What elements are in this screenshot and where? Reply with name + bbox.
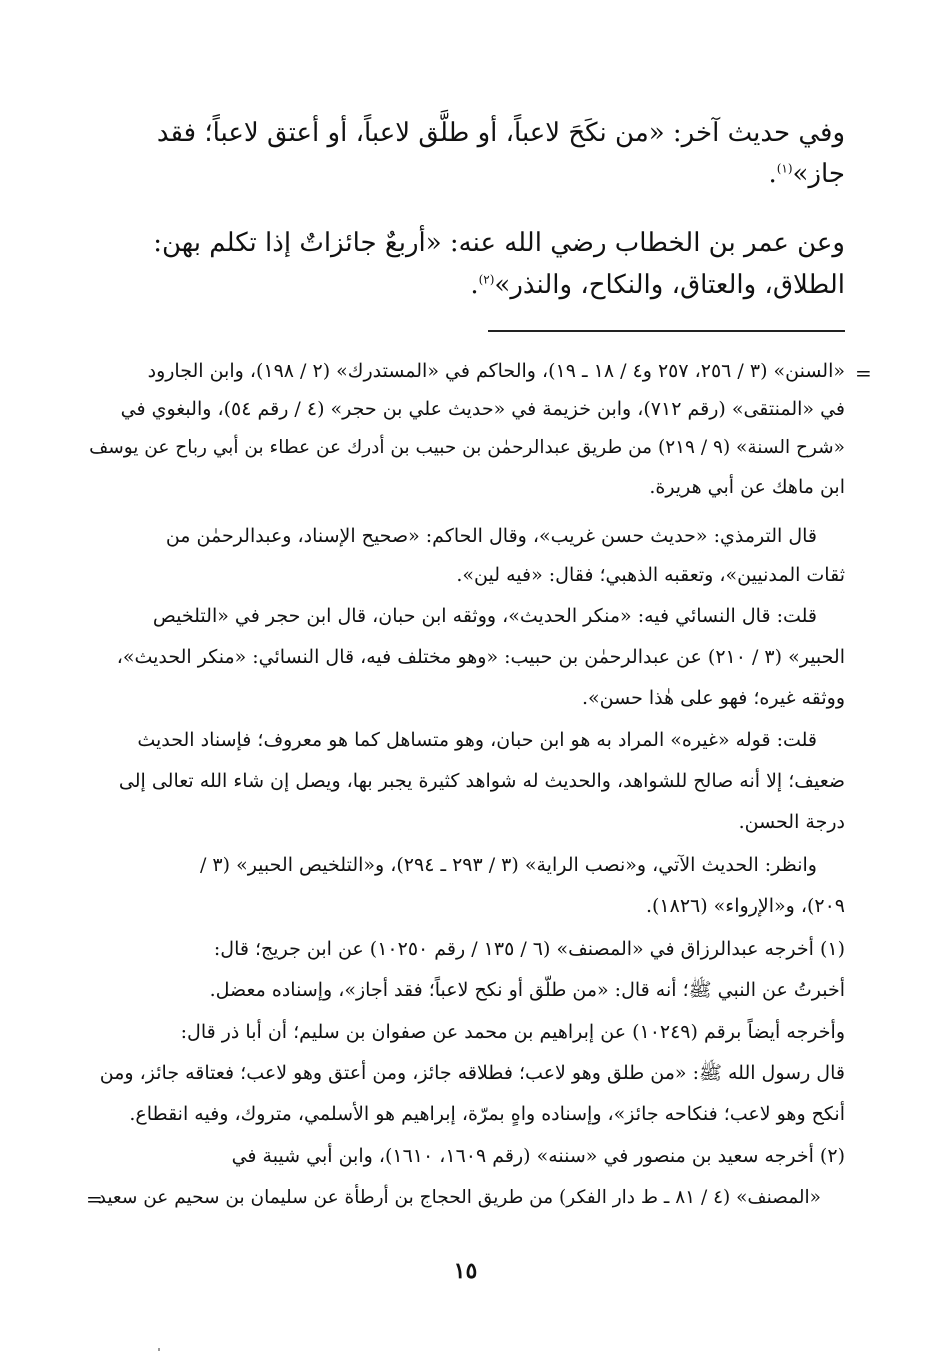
footnote-line: الحبير» (٣ / ٢١٠) عن عبدالرحمٰن بن حبيب: «وهو مختلف فيه، قال النسائي: «منكر الحديث»، [116,646,845,668]
footnote-line: وانظر: الحديث الآتي، و«نصب الراية» (٣ / ٢٩٣ ـ ٢٩٤)، و«التلخيص الحبير» (٣ / [199,854,817,876]
footnote-line: (١) أخرجه عبدالرزاق في «المصنف» (٦ / ١٣٥ / رقم ١٠٢٥٠) عن ابن جريج؛ قال: [213,938,845,960]
main-p2-line2-text: الطلاق، والعتاق، والنكاح، والنذر» [494,270,845,300]
footnote-line: ٢٠٩)، و«الإرواء» (١٨٢٦). [645,895,845,917]
footnote-line: درجة الحسن. [738,811,845,833]
main-p2-end: . [470,270,479,300]
footnote-line: قال رسول الله ﷺ: «من طلق وهو لاعب؛ فطلاقه جائز، ومن أعتق وهو لاعب؛ فعتاقه جائز، ومن [99,1062,845,1084]
footnote-line: أنكح وهو لاعب؛ فنكاحه جائز»، وإسناده واهٍ بمرّة، إبراهيم هو الأسلمي، متروك، وفيه انقطاع. [129,1103,845,1125]
footnote-line: «شرح السنة» (٩ / ٢١٩) من طريق عبدالرحمٰن بن حبيب بن أدرك عن عطاء بن أبي رباح عن يوسف [89,437,845,458]
footnote-line: ووثقه غيره؛ فهو على هٰذا حسن». [582,687,845,709]
main-p1-end: . [768,159,777,189]
scan-speck [158,1348,160,1351]
footnote-line: «السنن» (٣ / ٢٥٦، ٢٥٧ و٤ / ١٨ ـ ١٩)، والحاكم في «المستدرك» (٢ / ١٩٨)، وابن الجارود [147,360,845,382]
footnote-line: قال الترمذي: «حديث حسن غريب»، وقال الحاكم: «صحيح الإسناد، وعبدالرحمٰن من [165,525,817,547]
footnote-line: أخبرتُ عن النبي ﷺ؛ أنه قال: «من طلّق أو نكح لاعباً؛ فقد أجاز»، وإسناده معضل. [209,979,845,1001]
footnote-line: قلت: قال النسائي فيه: «منكر الحديث»، ووثقه ابن حبان، قال ابن حجر في «التلخيص [152,605,817,627]
footnote-ref-1: (١) [776,161,793,176]
footnote-line: قلت: قوله «غيره» المراد به هو ابن حبان، وهو متساهل كما هو معروف؛ فإسناد الحديث [137,729,817,751]
footnote-line: ابن ماهك عن أبي هريرة. [649,476,845,498]
footnote-line: ثقات المدنيين»، وتعقبه الذهبي؛ فقال: «فيه لين». [456,564,845,586]
footnote-line: «المصنف» (٤ / ٨١ ـ ط دار الفكر) من طريق الحجاج بن أرطأة عن سليمان بن سحيم عن سعيد [97,1187,821,1208]
main-p1-line2-text: جاز» [792,159,845,189]
footnote-separator [488,330,845,332]
footnote-ref-2: (٢) [478,272,495,287]
footnote-line: في «المنتقى» (رقم ٧١٢)، وابن خزيمة في «حديث علي بن حجر» (٤ / رقم ٥٤)، والبغوي في [120,398,845,420]
continuation-mark: = [855,361,872,385]
main-p2-line2 [470,265,845,305]
footnote-line: ضعيف؛ إلا أنه صالح للشواهد، والحديث له شواهد كثيرة يجبر بها، ويصل إن شاء الله تعالى إلى [118,770,845,792]
page-number: ١٥ [453,1258,478,1284]
continuation-mark-end: = [86,1187,103,1211]
footnote-line: (٢) أخرجه سعيد بن منصور في «سننه» (رقم ١٦٠٩، ١٦١٠)، وابن أبي شيبة في [231,1145,845,1167]
main-p2-line1: وعن عمر بن الخطاب رضي الله عنه: «أربعٌ جائزاتٌ إذا تكلم بهن: [153,228,845,258]
main-p1-line2 [768,154,845,194]
main-p1-line1: وفي حديث آخر: «من نكَحَ لاعباً، أو طلَّق لاعباً، أو أعتق لاعباً؛ فقد [156,118,845,148]
footnote-line: وأخرجه أيضاً برقم (١٠٢٤٩) عن إبراهيم بن محمد عن صفوان بن سليم؛ أن أبا ذر قال: [180,1021,845,1043]
